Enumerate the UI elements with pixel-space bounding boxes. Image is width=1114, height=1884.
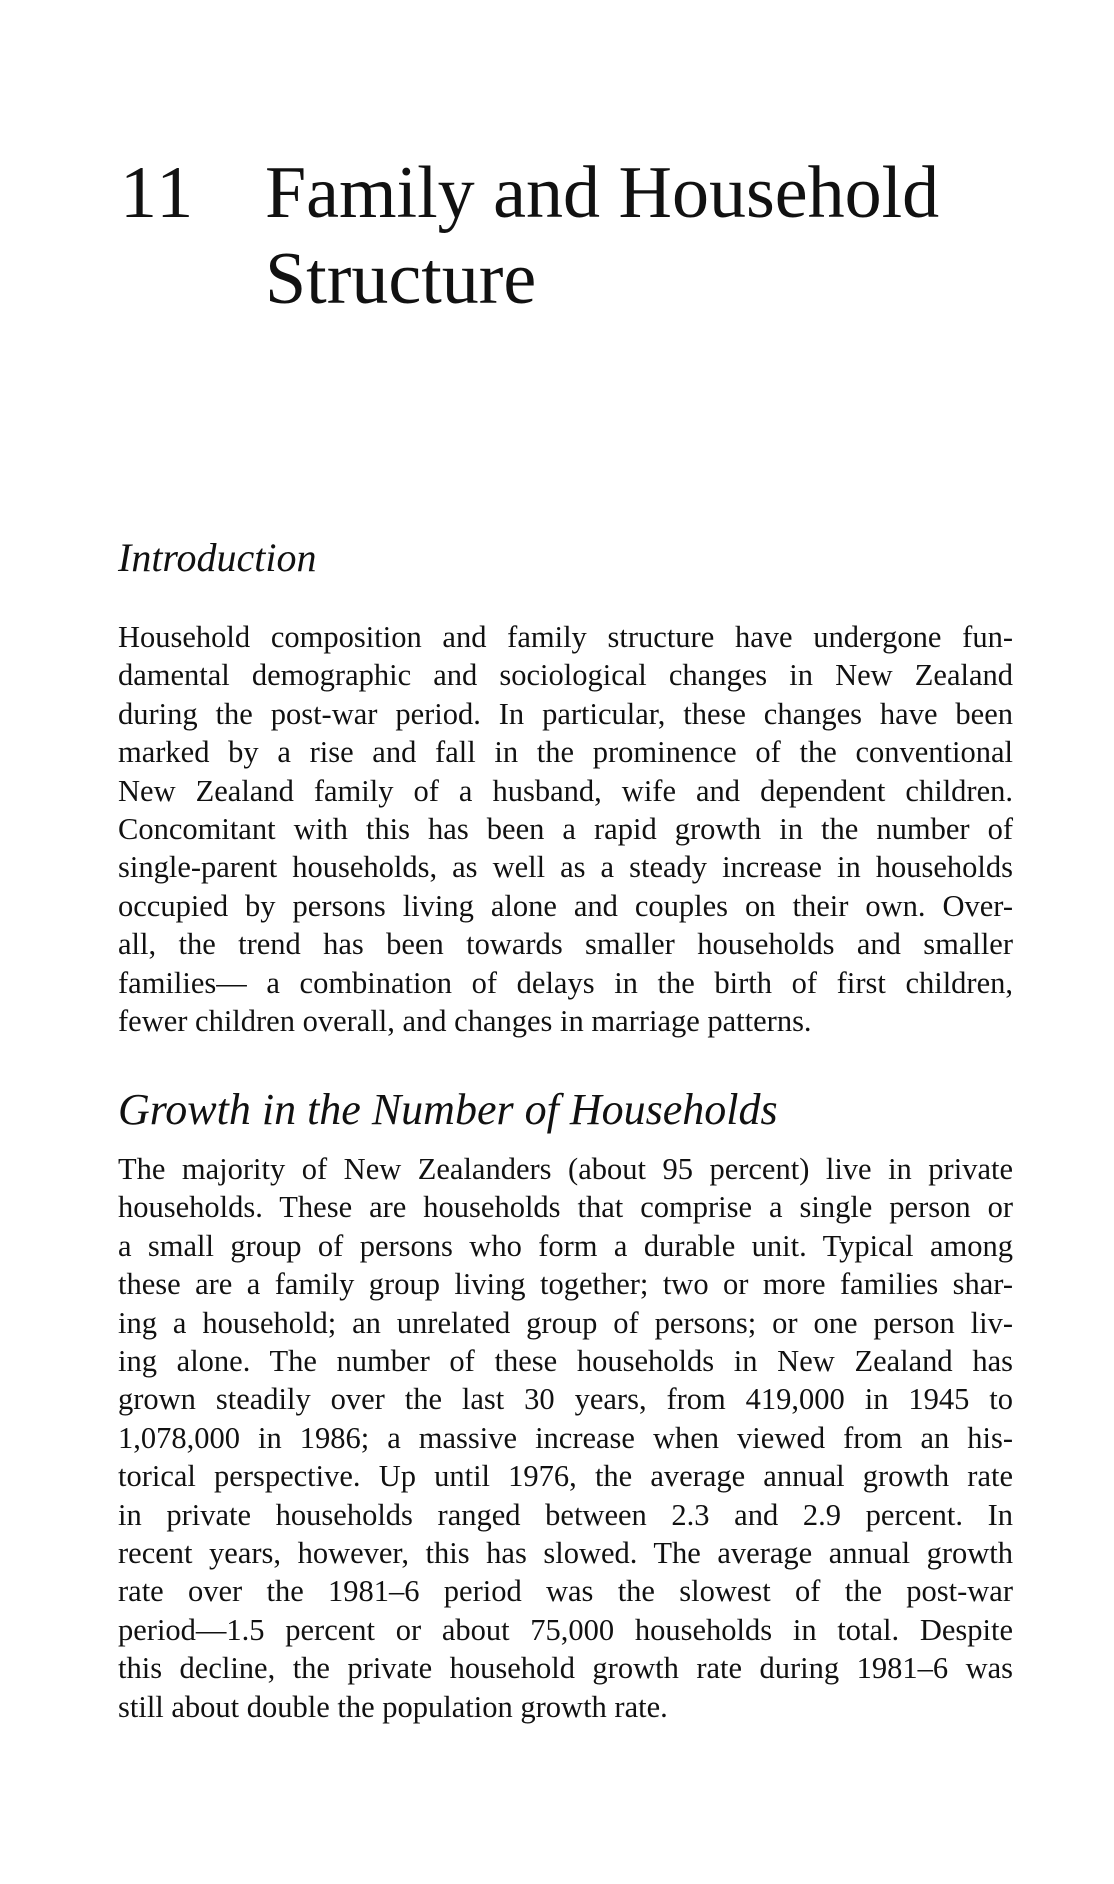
section-heading-introduction: Introduction bbox=[118, 535, 317, 580]
paragraph-line: all, the trend has been towards smaller households and smaller bbox=[118, 927, 1013, 962]
paragraph-line: these are a family group living together; two or more families shar- bbox=[118, 1267, 1013, 1302]
paragraph-line: torical perspective. Up until 1976, the average annual growth rate bbox=[118, 1459, 1013, 1494]
paragraph-line: Household composition and family structure have undergone fun- bbox=[118, 620, 1013, 654]
introduction-paragraph bbox=[118, 618, 1013, 1040]
paragraph-line: during the post-war period. In particular, these changes have been bbox=[118, 696, 1013, 731]
chapter-title: Family and Household Structure bbox=[265, 152, 940, 320]
paragraph-line: The majority of New Zealanders (about 95 percent) live in private bbox=[118, 1152, 1013, 1186]
paragraph-line: households. These are households that comprise a single person or bbox=[118, 1190, 1013, 1225]
paragraph-line: occupied by persons living alone and couples on their own. Over- bbox=[118, 888, 1013, 923]
paragraph-line: fewer children overall, and changes in marriage patterns. bbox=[118, 1004, 812, 1039]
paragraph-line: Concomitant with this has been a rapid growth in the number of bbox=[118, 812, 1013, 847]
paragraph-line: single-parent households, as well as a steady increase in households bbox=[118, 850, 1013, 885]
paragraph-line: ing alone. The number of these households in New Zealand has bbox=[118, 1344, 1013, 1379]
paragraph-line: rate over the 1981–6 period was the slowest of the post-war bbox=[118, 1574, 1013, 1609]
chapter-number: 11 bbox=[120, 152, 196, 234]
paragraph-line: damental demographic and sociological changes in New Zealand bbox=[118, 658, 1013, 693]
paragraph-line: New Zealand family of a husband, wife and dependent children. bbox=[118, 773, 1013, 808]
growth-paragraph bbox=[118, 1150, 1013, 1726]
section-heading-growth-in-households: Growth in the Number of Households bbox=[118, 1085, 778, 1134]
paragraph-line: 1,078,000 in 1986; a massive increase when viewed from an his- bbox=[118, 1420, 1013, 1455]
paragraph-line: ing a household; an unrelated group of persons; or one person liv- bbox=[118, 1305, 1013, 1340]
paragraph-line: a small group of persons who form a durable unit. Typical among bbox=[118, 1228, 1013, 1263]
paragraph-line: grown steadily over the last 30 years, from 419,000 in 1945 to bbox=[118, 1382, 1013, 1417]
paragraph-line: this decline, the private household growth rate during 1981–6 was bbox=[118, 1651, 1013, 1686]
paragraph-line: in private households ranged between 2.3 and 2.9 percent. In bbox=[118, 1497, 1013, 1532]
paragraph-line: recent years, however, this has slowed. The average annual growth bbox=[118, 1536, 1013, 1571]
paragraph-line: marked by a rise and fall in the prominence of the conventional bbox=[118, 735, 1013, 770]
paragraph-line: period—1.5 percent or about 75,000 households in total. Despite bbox=[118, 1612, 1013, 1647]
paragraph-line: families— a combination of delays in the birth of first children, bbox=[118, 965, 1013, 1000]
paragraph-line: still about double the population growth rate. bbox=[118, 1689, 668, 1724]
